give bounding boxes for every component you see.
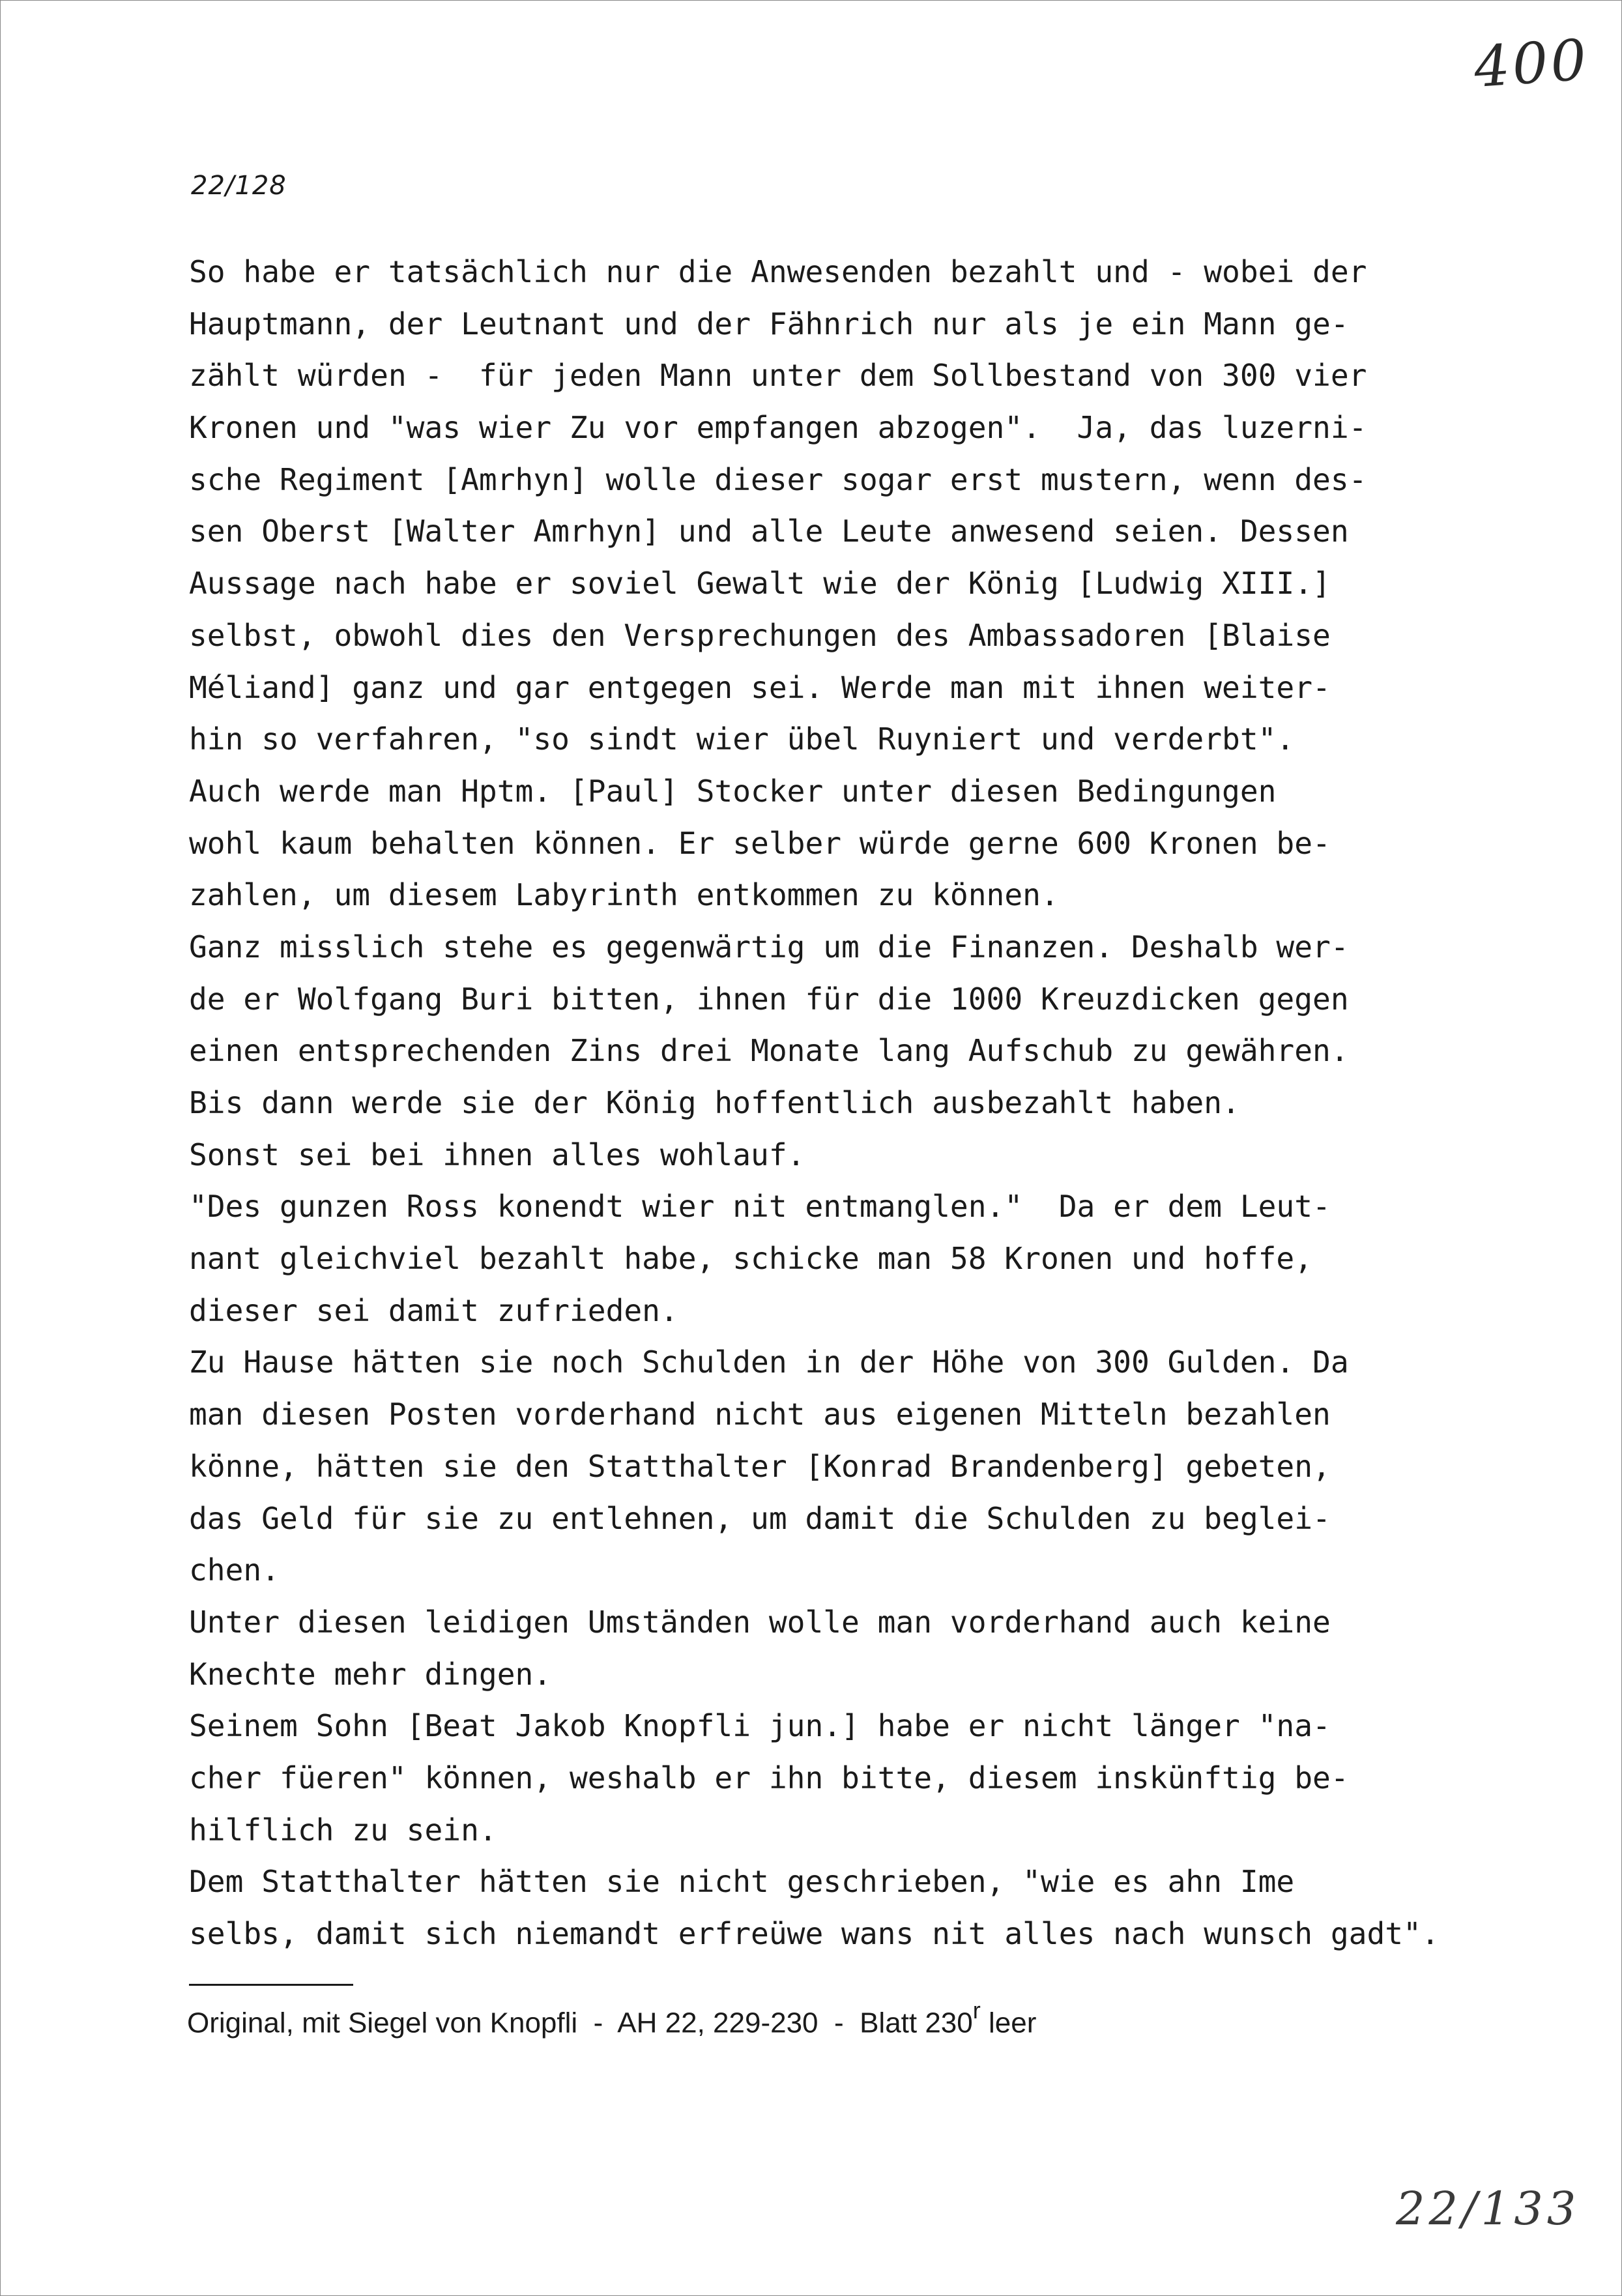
body-line: Zu Hause hätten sie noch Schulden in der Höhe von 300 Gulden. Da: [189, 1344, 1349, 1380]
body-line: "Des gunzen Ross konendt wier nit entmanglen." Da er dem Leut-: [189, 1189, 1331, 1225]
body-line: wohl kaum behalten können. Er selber würde gerne 600 Kronen be-: [189, 825, 1331, 861]
body-line: Dem Statthalter hätten sie nicht geschrieben, "wie es ahn Ime: [189, 1864, 1295, 1900]
body-line: hin so verfahren, "so sindt wier übel Ruyniert und verderbt".: [189, 721, 1295, 757]
body-line: So habe er tatsächlich nur die Anwesenden bezahlt und - wobei der: [189, 254, 1367, 289]
body-line: de er Wolfgang Buri bitten, ihnen für die 1000 Kreuzdicken gegen: [189, 981, 1349, 1017]
footnote: [187, 1997, 1037, 2040]
body-line: Bis dann werde sie der König hoffentlich ausbezahlt haben.: [189, 1085, 1240, 1120]
body-line: chen.: [189, 1552, 280, 1588]
body-line: Sonst sei bei ihnen alles wohlauf.: [189, 1137, 805, 1172]
body-line: einen entsprechenden Zins drei Monate lang Aufschub zu gewähren.: [189, 1033, 1349, 1069]
body-line: hilflich zu sein.: [189, 1812, 497, 1848]
document-reference: 22/128: [191, 171, 287, 201]
body-line: Ganz misslich stehe es gegenwärtig um die Finanzen. Deshalb wer-: [189, 929, 1349, 965]
body-line: Aussage nach habe er soviel Gewalt wie der König [Ludwig XIII.]: [189, 566, 1331, 602]
footnote-superscript: r: [972, 1997, 981, 2024]
body-line: Hauptmann, der Leutnant und der Fähnrich nur als je ein Mann ge-: [189, 306, 1349, 341]
body-line: sche Regiment [Amrhyn] wolle dieser sogar erst mustern, wenn des-: [189, 461, 1367, 497]
footnote-rule: [189, 1984, 353, 1986]
body-line: nant gleichviel bezahlt habe, schicke man 58 Kronen und hoffe,: [189, 1241, 1313, 1277]
body-line: das Geld für sie zu entlehnen, um damit die Schulden zu beglei-: [189, 1500, 1331, 1536]
body-line: Auch werde man Hptm. [Paul] Stocker unter diesen Bedingungen: [189, 773, 1277, 809]
footnote-text: Original, mit Siegel von Knopfli - AH 22, 229-230 - Blatt 230: [187, 2007, 973, 2039]
body-line: Knechte mehr dingen.: [189, 1656, 552, 1692]
body-line: selbs, damit sich niemandt erfreüwe wans nit alles nach wunsch gadt".: [189, 1916, 1440, 1951]
handwritten-archive-number: 22/133: [1396, 2182, 1580, 2235]
body-line: Méliand] ganz und gar entgegen sei. Werde man mit ihnen weiter-: [189, 669, 1331, 705]
handwritten-page-number: 400: [1471, 27, 1591, 101]
body-line: könne, hätten sie den Statthalter [Konrad Brandenberg] gebeten,: [189, 1448, 1331, 1484]
body-line: Seinem Sohn [Beat Jakob Knopfli jun.] habe er nicht länger "na-: [189, 1708, 1331, 1744]
body-line: selbst, obwohl dies den Versprechungen des Ambassadoren [Blaise: [189, 617, 1331, 653]
footnote-suffix: leer: [980, 2007, 1037, 2039]
body-text: [189, 246, 1492, 1960]
body-line: Unter diesen leidigen Umständen wolle man vorderhand auch keine: [189, 1604, 1331, 1640]
body-line: zahlen, um diesem Labyrinth entkommen zu können.: [189, 877, 1059, 913]
body-line: zählt würden - für jeden Mann unter dem Sollbestand von 300 vier: [189, 358, 1367, 394]
body-line: sen Oberst [Walter Amrhyn] und alle Leute anwesend seien. Dessen: [189, 514, 1349, 549]
body-line: Kronen und "was wier Zu vor empfangen abzogen". Ja, das luzerni-: [189, 410, 1367, 446]
body-line: cher füeren" können, weshalb er ihn bitte, diesem inskünftig be-: [189, 1760, 1349, 1795]
body-line: man diesen Posten vorderhand nicht aus eigenen Mitteln bezahlen: [189, 1397, 1331, 1432]
body-line: dieser sei damit zufrieden.: [189, 1292, 678, 1328]
